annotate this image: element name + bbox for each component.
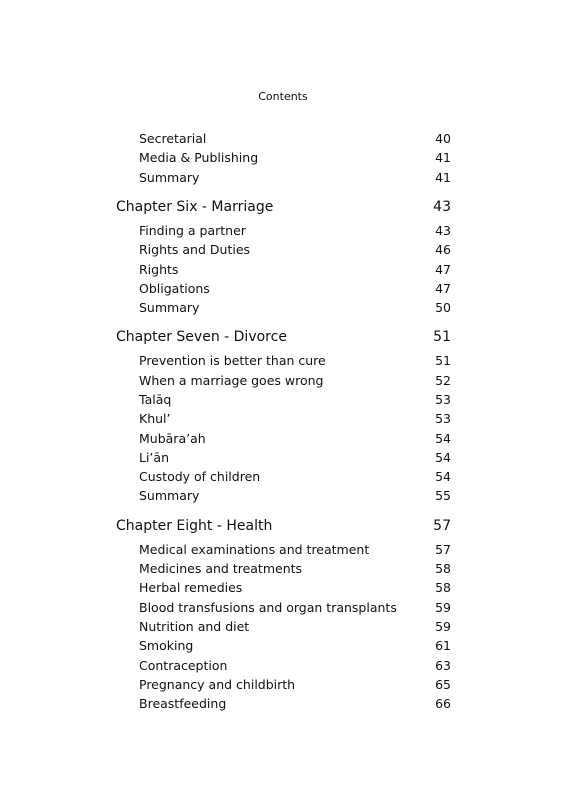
toc-entry [139, 241, 451, 259]
page-number: 54 [435, 450, 451, 465]
page-number: 58 [435, 561, 451, 576]
page-number: 51 [433, 329, 451, 345]
page-number: 54 [435, 431, 451, 446]
page-number: 47 [435, 281, 451, 296]
entry-title: Summary [139, 488, 200, 503]
page-number: 52 [435, 373, 451, 388]
toc-entry [139, 618, 451, 636]
toc-entry [139, 695, 451, 713]
page-number: 41 [435, 170, 451, 185]
page-number: 53 [435, 392, 451, 407]
entry-title: Summary [139, 170, 200, 185]
chapter-title: Chapter Seven - Divorce [116, 329, 287, 345]
page-number: 59 [435, 619, 451, 634]
entry-title: Medicines and treatments [139, 561, 303, 576]
toc-entry [139, 410, 451, 428]
toc-entry [139, 676, 451, 694]
page-number: 57 [433, 518, 451, 534]
entry-title: Rights [139, 262, 179, 277]
entry-title: Secretarial [139, 131, 207, 146]
entry-title: Summary [139, 300, 200, 315]
page-number: 59 [435, 600, 451, 615]
toc-entry [139, 352, 451, 370]
toc-entry [139, 222, 451, 240]
toc-entry [139, 130, 451, 148]
toc-entry [139, 299, 451, 317]
page-number: 53 [435, 411, 451, 426]
toc-entry [139, 657, 451, 675]
toc-entry [139, 637, 451, 655]
toc-entry [139, 372, 451, 390]
chapter-heading [116, 327, 451, 347]
chapter-title: Chapter Six - Marriage [116, 199, 274, 215]
entry-title: Medical examinations and treatment [139, 542, 370, 557]
entry-title: Finding a partner [139, 223, 246, 238]
page-number: 55 [435, 488, 451, 503]
entry-title: Li’ān [139, 450, 169, 465]
page-number: 43 [435, 223, 451, 238]
entry-title: Media & Publishing [139, 150, 259, 165]
page-number: 61 [435, 638, 451, 653]
page-title: Contents [258, 90, 308, 103]
entry-title: Prevention is better than cure [139, 353, 326, 368]
entry-title: Custody of children [139, 469, 261, 484]
chapter-heading [116, 516, 451, 536]
page-number: 58 [435, 580, 451, 595]
entry-title: Talāq [139, 392, 172, 407]
page-number: 51 [435, 353, 451, 368]
toc-entry [139, 430, 451, 448]
entry-title: Obligations [139, 281, 210, 296]
toc-entry [139, 280, 451, 298]
entry-title: When a marriage goes wrong [139, 373, 324, 388]
entry-title: Smoking [139, 638, 194, 653]
page-number: 40 [435, 131, 451, 146]
entry-title: Breastfeeding [139, 696, 227, 711]
page-number: 50 [435, 300, 451, 315]
entry-title: Rights and Duties [139, 242, 251, 257]
page-number: 41 [435, 150, 451, 165]
entry-title: Pregnancy and childbirth [139, 677, 296, 692]
entry-title: Khul’ [139, 411, 171, 426]
entry-title: Herbal remedies [139, 580, 243, 595]
page-number: 57 [435, 542, 451, 557]
toc-entry [139, 541, 451, 559]
toc-entry [139, 391, 451, 409]
toc-entry [139, 487, 451, 505]
page-number: 63 [435, 658, 451, 673]
entry-title: Contraception [139, 658, 228, 673]
entry-title: Blood transfusions and organ transplants [139, 600, 397, 615]
toc-entry [139, 149, 451, 167]
toc-entry [139, 449, 451, 467]
page-number: 43 [433, 199, 451, 215]
toc-entry [139, 169, 451, 187]
page-number: 47 [435, 262, 451, 277]
page-number: 66 [435, 696, 451, 711]
chapter-heading [116, 197, 451, 217]
toc-entry [139, 468, 451, 486]
page-number: 54 [435, 469, 451, 484]
toc-entry [139, 599, 451, 617]
entry-title: Nutrition and diet [139, 619, 250, 634]
page-number: 46 [435, 242, 451, 257]
chapter-title: Chapter Eight - Health [116, 518, 273, 534]
toc-entry [139, 261, 451, 279]
toc-entry [139, 579, 451, 597]
entry-title: Mubāra’ah [139, 431, 206, 446]
page-number: 65 [435, 677, 451, 692]
toc-entry [139, 560, 451, 578]
